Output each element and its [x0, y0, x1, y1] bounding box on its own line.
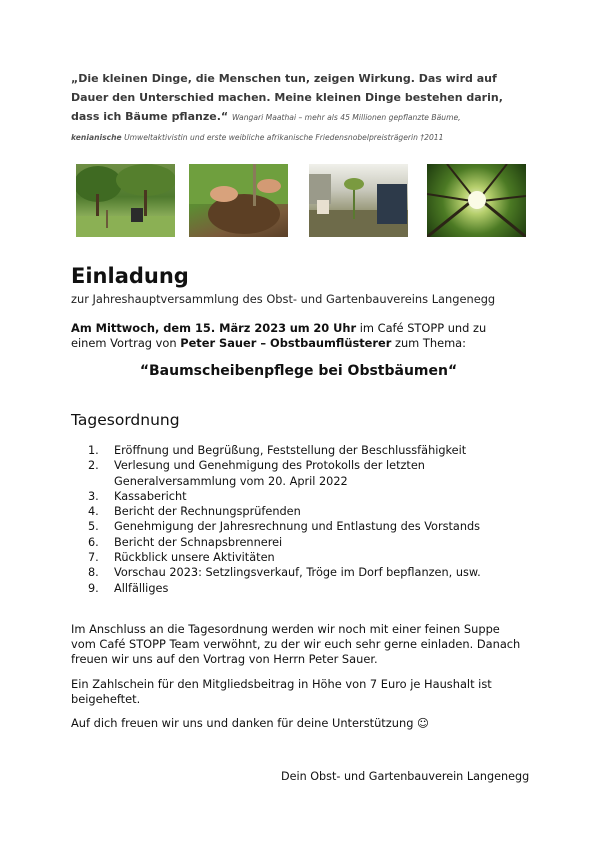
closing-paragraph-3: Auf dich freuen wir uns und danken für deine Unterstützung ☺ — [71, 716, 429, 730]
quote-author: Wangari Maathai – mehr als 45 Millionen gepflanzte Bäume, — [231, 113, 461, 122]
event-um: um — [289, 321, 310, 335]
agenda-heading: Tagesordnung — [71, 411, 180, 429]
event-place: im Café STOPP und zu — [359, 321, 487, 335]
quote-description: Umweltaktivistin und erste weibliche afrikanische Friedensnobelpreisträgerin †2011 — [124, 133, 444, 142]
list-item: 4. Bericht der Rechnungsprüfenden — [88, 505, 301, 519]
list-item: 1. Eröffnung und Begrüßung, Feststellung der Beschlussfähigkeit — [88, 444, 467, 457]
event-date: Am Mittwoch, dem 15. März 2023 — [71, 321, 287, 335]
forest-canopy-photo — [427, 164, 526, 237]
two-people-planting-photo — [309, 164, 408, 237]
garden-trees-photo — [76, 164, 175, 237]
agenda-list — [88, 443, 488, 596]
list-item: 6. Bericht der Schnapsbrennerei — [88, 535, 283, 549]
list-item: 7. Rückblick unsere Aktivitäten — [88, 551, 275, 565]
invitation-title: Einladung — [71, 264, 189, 288]
invitation-subtitle: zur Jahreshauptversammlung des Obst- und Gartenbauvereins Langenegg — [71, 292, 496, 306]
quote-text: „Die kleinen Dinge, die Menschen tun, zeigen Wirkung. Das wird auf Dauer den Unterschied machen. Meine kleinen Dinge bestehen darin, dass ich Bäume pflanze.“ — [71, 72, 503, 123]
closing-paragraph-2: Ein Zahlschein für den Mitgliedsbeitrag in Höhe von 7 Euro je Haushalt ist beigeheftet. — [71, 677, 492, 706]
quote-nationality: kenianische — [71, 133, 122, 142]
list-item: 5. Genehmigung der Jahresrechnung und Entlastung des Vorstands — [88, 520, 481, 534]
signature: Dein Obst- und Gartenbauverein Langenegg — [281, 770, 530, 783]
list-item: 2. Verlesung und Genehmigung des Protokolls der letzten Generalversammlung vom 20. April 2022 — [88, 459, 425, 488]
list-item: 3. Kassabericht — [88, 489, 187, 503]
hands-planting-photo — [189, 164, 288, 237]
list-item: 8. Vorschau 2023: Setzlingsverkauf, Tröge im Dorf bepflanzen, usw. — [88, 566, 481, 580]
lecture-topic: “Baumscheibenpflege bei Obstbäumen“ — [139, 363, 458, 379]
closing-paragraph-1: Im Anschluss an die Tagesordnung werden wir noch mit einer feinen Suppe vom Café STOPP Team verwöhnt, zu der wir euch sehr gerne einladen. Danach freuen wir uns auf den Vortrag von Herrn Peter Sauer. — [71, 622, 521, 666]
speaker-name: Peter Sauer – Obstbaumflüsterer — [180, 336, 392, 350]
quote — [71, 69, 511, 147]
list-item: 9. Allfälliges — [88, 581, 169, 595]
lecture-intro: einem Vortrag von — [71, 336, 177, 350]
event-time: 20 Uhr — [313, 321, 357, 335]
topic-suffix: zum Thema: — [394, 336, 466, 350]
event-details — [71, 321, 531, 351]
